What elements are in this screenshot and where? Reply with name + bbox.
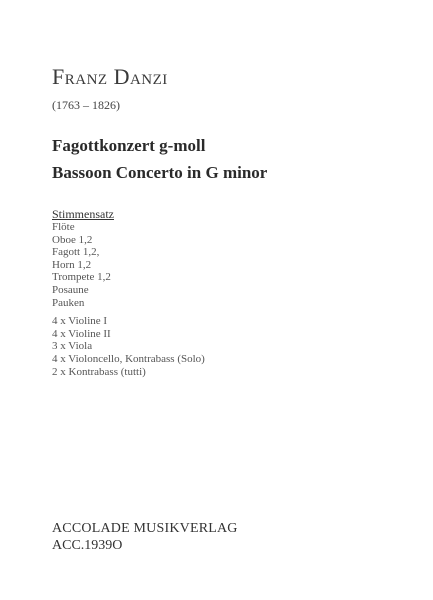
winds-list	[52, 221, 205, 309]
part-item: Trompete 1,2	[52, 271, 111, 284]
part-item: Fagott 1,2,	[52, 246, 100, 259]
catalog-number: ACC.1939O	[52, 538, 123, 553]
part-item: Posaune	[52, 283, 89, 296]
publisher-block	[52, 520, 238, 554]
composer-name: Franz Danzi	[52, 64, 168, 89]
part-item: Horn 1,2	[52, 258, 92, 271]
part-item: 4 x Violine I	[52, 315, 108, 328]
part-item: 2 x Kontrabass (tutti)	[52, 365, 146, 378]
strings-list	[52, 315, 205, 378]
part-item: Oboe 1,2	[52, 233, 93, 246]
publisher-name: ACCOLADE MUSIKVERLAG	[52, 521, 238, 536]
part-item: 4 x Violine II	[52, 327, 111, 340]
part-item: 4 x Violoncello, Kontrabass (Solo)	[52, 352, 205, 365]
composer-dates: (1763 – 1826)	[52, 98, 120, 112]
parts-heading: Stimmensatz	[52, 207, 114, 221]
part-item: 3 x Viola	[52, 340, 93, 353]
title-german: Fagottkonzert g-moll	[52, 136, 206, 155]
title-block	[52, 136, 267, 183]
part-item: Pauken	[52, 296, 85, 309]
composer-block	[52, 64, 168, 113]
title-english: Bassoon Concerto in G minor	[52, 163, 268, 182]
parts-block	[52, 207, 205, 378]
part-item: Flöte	[52, 221, 75, 233]
